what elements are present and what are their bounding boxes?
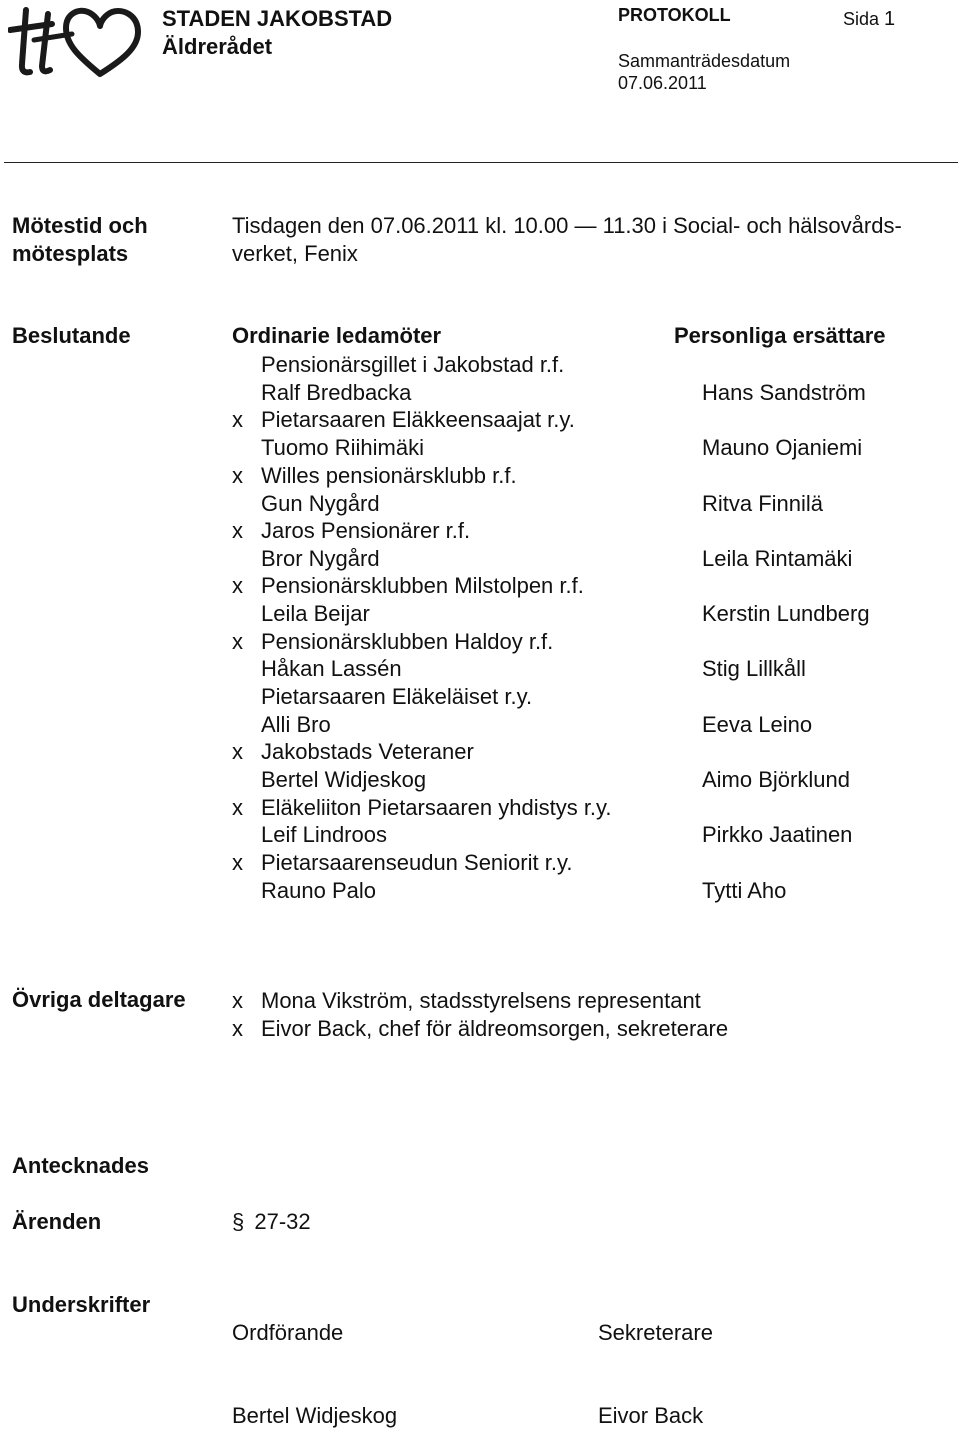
member-organization: Willes pensionärsklubb r.f.: [261, 463, 517, 488]
section-symbol: §: [232, 1209, 245, 1234]
deputy-name: Stig Lillkåll: [702, 656, 806, 681]
member-name: Håkan Lassén: [261, 656, 402, 681]
presence-mark: x: [232, 1016, 243, 1041]
presence-mark: x: [232, 463, 243, 488]
member-name: Tuomo Riihimäki: [261, 435, 425, 460]
department-name: Äldrerådet: [162, 34, 273, 59]
matters-label: Ärenden: [12, 1209, 102, 1234]
organization-name: STADEN JAKOBSTAD: [162, 6, 393, 31]
member-org-row: [232, 406, 932, 434]
meeting-value-line2: verket, Fenix: [232, 241, 358, 266]
member-name: Leila Beijar: [261, 601, 370, 626]
member-org-row: [232, 351, 932, 379]
header-divider: [4, 162, 958, 163]
matters-range: 27-32: [254, 1209, 311, 1234]
member-name-row: [232, 379, 932, 407]
page-number: 1: [884, 8, 896, 30]
member-name-row: [232, 766, 932, 794]
meeting-date-value: 07.06.2011: [618, 73, 707, 93]
member-org-row: [232, 462, 932, 490]
member-name: Alli Bro: [261, 712, 331, 737]
deputy-name: Mauno Ojaniemi: [702, 435, 863, 460]
meeting-label-line1: Mötestid och: [12, 213, 148, 238]
member-name: Ralf Bredbacka: [261, 380, 412, 405]
deputies-heading: Personliga ersättare: [674, 323, 886, 348]
presence-mark: x: [232, 988, 243, 1013]
recorded-label: Antecknades: [12, 1153, 149, 1178]
participant-text: Mona Vikström, stadsstyrelsens representant: [261, 988, 701, 1013]
member-name-row: [232, 711, 932, 739]
member-org-row: [232, 738, 932, 766]
meeting-date-label: Sammanträdesdatum: [618, 51, 791, 71]
member-name-row: [232, 490, 932, 518]
deputy-name: Tytti Aho: [702, 878, 787, 903]
participant-row: [232, 987, 932, 1015]
member-org-row: [232, 572, 932, 600]
deputy-name: Leila Rintamäki: [702, 546, 853, 571]
presence-mark: x: [232, 629, 243, 654]
member-name: Leif Lindroos: [261, 822, 387, 847]
meeting-label-line2: mötesplats: [12, 241, 129, 266]
meeting-value-line1: Tisdagen den 07.06.2011 kl. 10.00 — 11.30 i Social- och hälsovårds-: [232, 213, 902, 238]
member-organization: Pietarsaaren Eläkkeensaajat r.y.: [261, 407, 575, 432]
secretary-title: Sekreterare: [598, 1320, 713, 1345]
member-organization: Pensionärsklubben Milstolpen r.f.: [261, 573, 584, 598]
other-participants-label: Övriga deltagare: [12, 987, 186, 1012]
member-org-row: [232, 683, 932, 711]
deputy-name: Aimo Björklund: [702, 767, 850, 792]
presence-mark: x: [232, 739, 243, 764]
participant-text: Eivor Back, chef för äldreomsorgen, sekreterare: [261, 1016, 729, 1041]
page-label-text: Sida: [843, 9, 880, 29]
member-name-row: [232, 821, 932, 849]
member-name: Rauno Palo: [261, 878, 376, 903]
member-organization: Jakobstads Veteraner: [261, 739, 474, 764]
member-name-row: [232, 434, 932, 462]
participant-row: [232, 1015, 932, 1043]
member-org-row: [232, 794, 932, 822]
presence-mark: x: [232, 850, 243, 875]
member-name-row: [232, 655, 932, 683]
member-name-row: [232, 545, 932, 573]
heart-logo-icon: [8, 4, 148, 80]
member-name: Gun Nygård: [261, 491, 380, 516]
chair-title: Ordförande: [232, 1320, 344, 1345]
secretary-name: Eivor Back: [598, 1403, 704, 1428]
member-organization: Pietarsaaren Eläkeläiset r.y.: [261, 684, 533, 709]
presence-mark: x: [232, 407, 243, 432]
deputy-name: Ritva Finnilä: [702, 491, 824, 516]
deputy-name: Hans Sandström: [702, 380, 866, 405]
city-logo: [8, 4, 148, 80]
chair-name: Bertel Widjeskog: [232, 1403, 398, 1428]
member-organization: Eläkeliiton Pietarsaaren yhdistys r.y.: [261, 795, 612, 820]
decision-makers-label: Beslutande: [12, 323, 131, 348]
presence-mark: x: [232, 518, 243, 543]
deputy-name: Eeva Leino: [702, 712, 813, 737]
member-organization: Pietarsaarenseudun Seniorit r.y.: [261, 850, 573, 875]
member-organization: Pensionärsgillet i Jakobstad r.f.: [261, 352, 565, 377]
document-type: PROTOKOLL: [618, 5, 731, 25]
member-name-row: [232, 600, 932, 628]
member-org-row: [232, 517, 932, 545]
ordinary-members-heading: Ordinarie ledamöter: [232, 323, 442, 348]
member-name-row: [232, 877, 932, 905]
matters-value: [232, 1209, 311, 1235]
deputy-name: Kerstin Lundberg: [702, 601, 870, 626]
member-organization: Jaros Pensionärer r.f.: [261, 518, 471, 543]
presence-mark: x: [232, 795, 243, 820]
member-org-row: [232, 628, 932, 656]
member-organization: Pensionärsklubben Haldoy r.f.: [261, 629, 554, 654]
member-name: Bertel Widjeskog: [261, 767, 427, 792]
presence-mark: x: [232, 573, 243, 598]
deputy-name: Pirkko Jaatinen: [702, 822, 853, 847]
page-label: [843, 8, 895, 30]
signatures-label: Underskrifter: [12, 1292, 151, 1317]
member-org-row: [232, 849, 932, 877]
member-name: Bror Nygård: [261, 546, 380, 571]
